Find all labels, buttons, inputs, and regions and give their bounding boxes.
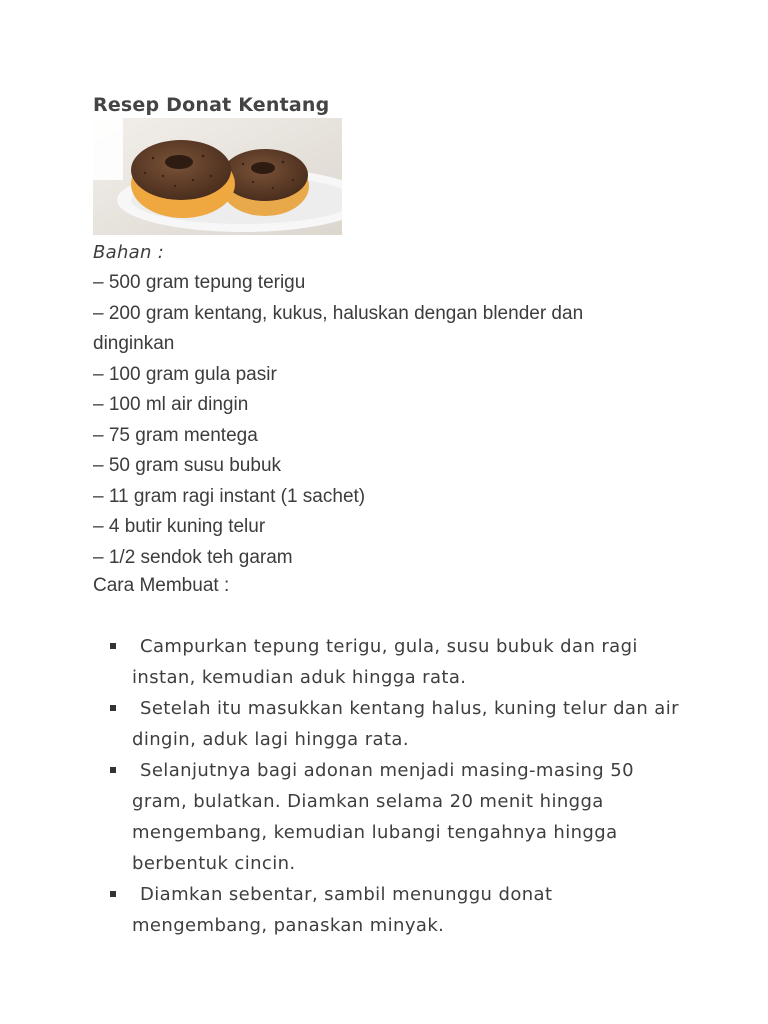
step-text: Selanjutnya bagi adonan menjadi masing-masing 50 gram, bulatkan. Diamkan selama 20 menit hingga mengembang, kemudian lubangi tengahnya hingga berbentuk cincin.	[132, 760, 634, 874]
square-bullet-icon	[110, 891, 116, 897]
ingredient-item: – 500 gram tepung terigu	[93, 272, 306, 293]
step-item	[93, 879, 683, 941]
square-bullet-icon	[110, 705, 116, 711]
step-item	[93, 755, 683, 879]
ingredients-heading: Bahan :	[93, 242, 165, 263]
ingredient-item: – 100 gram gula pasir	[93, 363, 277, 385]
ingredient-item: – 75 gram mentega	[93, 424, 258, 446]
step-item	[93, 631, 683, 693]
steps-heading: Cara Membuat :	[93, 575, 230, 596]
ingredient-item: – 100 ml air dingin	[93, 394, 249, 415]
step-text: Setelah itu masukkan kentang halus, kuning telur dan air dingin, aduk lagi hingga rata.	[132, 698, 679, 750]
donut-photo	[93, 118, 342, 235]
ingredient-item: – 50 gram susu bubuk	[93, 455, 282, 476]
square-bullet-icon	[110, 767, 116, 773]
steps-list	[93, 631, 683, 941]
ingredient-item: – 200 gram kentang, kukus, haluskan dengan blender dan dinginkan	[93, 302, 584, 354]
ingredient-item: – 4 butir kuning telur	[93, 516, 266, 537]
ingredients-list	[93, 268, 653, 573]
step-item	[93, 693, 683, 755]
square-bullet-icon	[110, 643, 116, 649]
step-text: Campurkan tepung terigu, gula, susu bubuk dan ragi instan, kemudian aduk hingga rata.	[132, 636, 638, 688]
recipe-title: Resep Donat Kentang	[93, 94, 330, 116]
ingredient-item: – 11 gram ragi instant (1 sachet)	[93, 485, 366, 507]
step-text: Diamkan sebentar, sambil menunggu donat mengembang, panaskan minyak.	[132, 884, 553, 936]
ingredient-item: – 1/2 sendok teh garam	[93, 546, 293, 568]
